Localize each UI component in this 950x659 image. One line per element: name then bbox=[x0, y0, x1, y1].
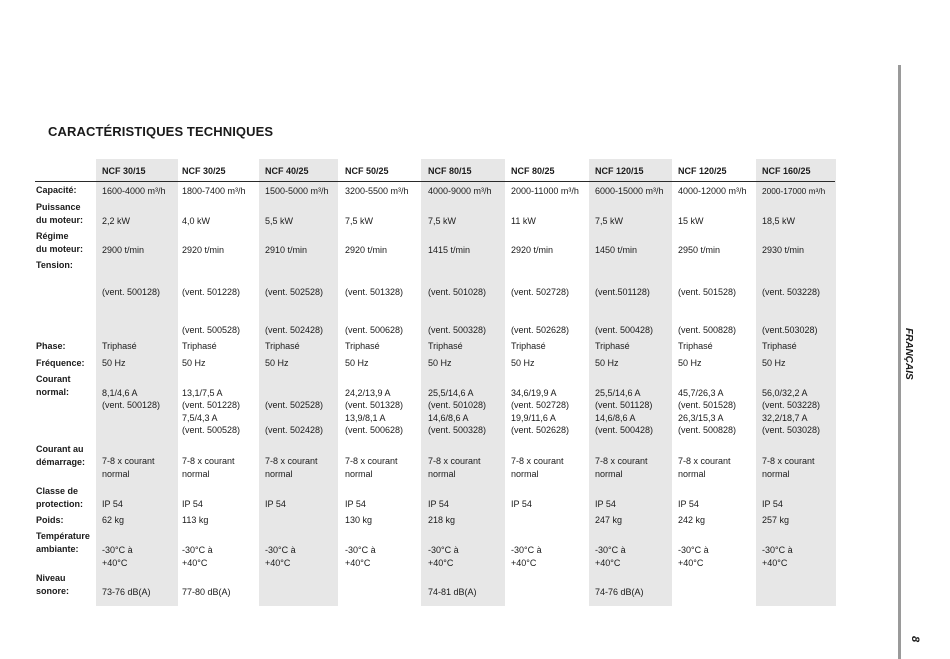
spec-cell: (vent. 503228) bbox=[762, 400, 821, 411]
spec-cell: IP 54 bbox=[762, 499, 783, 509]
spec-cell: 1450 t/min bbox=[595, 245, 638, 255]
spec-cell: +40°C bbox=[762, 558, 788, 568]
spec-cell: +40°C bbox=[345, 558, 371, 568]
spec-cell: 50 Hz bbox=[678, 358, 702, 368]
spec-cell: normal bbox=[102, 469, 130, 479]
column-header: NCF 30/15 bbox=[102, 166, 146, 176]
spec-cell: 26,3/15,3 A bbox=[678, 412, 724, 423]
spec-cell: normal bbox=[678, 469, 706, 479]
spec-cell: IP 54 bbox=[345, 499, 366, 509]
spec-cell: (vent. 502528) bbox=[265, 400, 324, 411]
spec-cell: 25,5/14,6 A bbox=[428, 388, 474, 398]
spec-cell: 77-80 dB(A) bbox=[182, 587, 231, 597]
spec-cell: 2950 t/min bbox=[678, 245, 721, 255]
spec-cell: 50 Hz bbox=[511, 358, 535, 368]
spec-cell: 18,5 kW bbox=[762, 216, 796, 226]
spec-cell: 3200-5500 m³/h bbox=[345, 186, 409, 196]
row-label: Poids: bbox=[36, 515, 64, 525]
spec-cell: 11 kW bbox=[511, 216, 536, 226]
spec-cell: 7,5 kW bbox=[428, 216, 457, 226]
spec-cell: 113 kg bbox=[182, 515, 209, 525]
spec-cell: normal bbox=[762, 469, 790, 479]
spec-cell: 6000-15000 m³/h bbox=[595, 186, 664, 196]
spec-cell: 130 kg bbox=[345, 515, 373, 525]
spec-cell: Triphasé bbox=[511, 341, 546, 351]
spec-cell: 218 kg bbox=[428, 515, 456, 525]
page-number-label: 8 bbox=[909, 636, 921, 643]
spec-cell: 7,5 kW bbox=[345, 216, 374, 226]
spec-cell: (vent. 503028) bbox=[762, 424, 821, 435]
spec-cell: (vent. 501328) bbox=[345, 400, 404, 411]
spec-cell: 15 kW bbox=[678, 216, 704, 226]
spec-cell: 13,1/7,5 A bbox=[182, 388, 223, 398]
spec-cell: (vent. 503228) bbox=[762, 287, 821, 297]
row-label: sonore: bbox=[36, 586, 70, 596]
row-label: Fréquence: bbox=[36, 358, 85, 368]
spec-cell: 1500-5000 m³/h bbox=[265, 186, 329, 196]
column-header: NCF 30/25 bbox=[182, 166, 226, 176]
page-title: CARACTÉRISTIQUES TECHNIQUES bbox=[48, 124, 274, 139]
spec-cell: 247 kg bbox=[595, 515, 623, 525]
row-label: Courant bbox=[36, 374, 71, 384]
spec-cell: (vent. 502428) bbox=[265, 424, 324, 435]
row-label: protection: bbox=[36, 499, 83, 509]
spec-cell: -30°C à bbox=[428, 545, 459, 555]
spec-cell: 56,0/32,2 A bbox=[762, 388, 808, 398]
spec-cell: (vent. 501228) bbox=[182, 287, 241, 297]
spec-cell: IP 54 bbox=[428, 499, 449, 509]
spec-cell: 50 Hz bbox=[762, 358, 786, 368]
spec-cell: (vent. 502728) bbox=[511, 400, 570, 411]
row-label: Classe de bbox=[36, 486, 79, 496]
spec-cell: normal bbox=[345, 469, 373, 479]
spec-cell: 32,2/18,7 A bbox=[762, 412, 808, 423]
spec-cell: (vent. 500128) bbox=[102, 400, 161, 411]
spec-cell: 74-76 dB(A) bbox=[595, 587, 644, 597]
spec-cell: 7-8 x courant bbox=[678, 456, 731, 466]
spec-cell: -30°C à bbox=[595, 545, 626, 555]
spec-cell: 7-8 x courant bbox=[762, 456, 815, 466]
spec-cell: 4000-9000 m³/h bbox=[428, 186, 492, 196]
row-label: Niveau bbox=[36, 573, 66, 583]
row-label: démarrage: bbox=[36, 457, 86, 467]
spec-cell: -30°C à bbox=[762, 545, 793, 555]
spec-cell: +40°C bbox=[511, 558, 537, 568]
spec-cell: 2930 t/min bbox=[762, 245, 805, 255]
spec-cell: +40°C bbox=[428, 558, 454, 568]
spec-cell: Triphasé bbox=[182, 341, 217, 351]
column-header: NCF 160/25 bbox=[762, 166, 811, 176]
spec-cell: (vent. 500328) bbox=[428, 325, 487, 335]
column-header: NCF 120/25 bbox=[678, 166, 727, 176]
spec-cell: -30°C à bbox=[678, 545, 709, 555]
spec-cell: +40°C bbox=[102, 558, 128, 568]
row-label: Courant au bbox=[36, 444, 84, 454]
spec-cell: 50 Hz bbox=[595, 358, 619, 368]
spec-cell: 45,7/26,3 A bbox=[678, 388, 724, 398]
spec-cell: (vent. 502628) bbox=[511, 424, 570, 435]
spec-cell: +40°C bbox=[265, 558, 291, 568]
spec-cell: (vent. 502628) bbox=[511, 325, 570, 335]
spec-cell: normal bbox=[428, 469, 456, 479]
column-header: NCF 80/25 bbox=[511, 166, 555, 176]
spec-cell: (vent. 500428) bbox=[595, 424, 654, 435]
spec-cell: 50 Hz bbox=[102, 358, 126, 368]
row-label: Capacité: bbox=[36, 185, 77, 195]
header-rule bbox=[35, 181, 835, 182]
spec-cell: 2000-11000 m³/h bbox=[511, 186, 579, 196]
spec-cell: 2920 t/min bbox=[511, 245, 554, 255]
spec-cell: (vent. 500128) bbox=[102, 287, 161, 297]
spec-cell: -30°C à bbox=[102, 545, 133, 555]
spec-cell: (vent.503028) bbox=[762, 325, 818, 335]
spec-cell: +40°C bbox=[678, 558, 704, 568]
spec-cell: (vent. 500828) bbox=[678, 424, 737, 435]
spec-cell: 2900 t/min bbox=[102, 245, 145, 255]
spec-cell: (vent. 500628) bbox=[345, 325, 404, 335]
spec-cell: 257 kg bbox=[762, 515, 790, 525]
spec-cell: (vent. 500328) bbox=[428, 424, 487, 435]
spec-cell: (vent. 501028) bbox=[428, 287, 487, 297]
spec-cell: (vent. 502728) bbox=[511, 287, 570, 297]
row-label: normal: bbox=[36, 387, 70, 397]
spec-cell: (vent. 501228) bbox=[182, 400, 241, 411]
spec-cell: 1415 t/min bbox=[428, 245, 471, 255]
spec-cell: (vent. 502528) bbox=[265, 287, 324, 297]
spec-cell: Triphasé bbox=[762, 341, 797, 351]
spec-cell: normal bbox=[265, 469, 293, 479]
spec-cell: normal bbox=[182, 469, 210, 479]
spec-cell: 2,2 kW bbox=[102, 216, 131, 226]
spec-cell: 5,5 kW bbox=[265, 216, 294, 226]
spec-cell: 7-8 x courant bbox=[102, 456, 155, 466]
spec-cell: IP 54 bbox=[102, 499, 123, 509]
spec-cell: 74-81 dB(A) bbox=[428, 587, 477, 597]
spec-cell: 19,9/11,6 A bbox=[511, 412, 556, 423]
spec-cell: IP 54 bbox=[265, 499, 286, 509]
spec-cell: IP 54 bbox=[182, 499, 203, 509]
spec-cell: 4000-12000 m³/h bbox=[678, 186, 747, 196]
spec-cell: +40°C bbox=[182, 558, 208, 568]
spec-cell: (vent. 501528) bbox=[678, 287, 737, 297]
spec-cell: normal bbox=[511, 469, 539, 479]
row-label: ambiante: bbox=[36, 544, 79, 554]
spec-cell: 50 Hz bbox=[265, 358, 289, 368]
spec-cell: (vent. 501528) bbox=[678, 400, 737, 411]
spec-cell: (vent. 500628) bbox=[345, 424, 404, 435]
spec-cell: IP 54 bbox=[595, 499, 616, 509]
row-label: du moteur: bbox=[36, 244, 83, 254]
spec-cell: (vent. 500528) bbox=[182, 424, 241, 435]
row-label: Phase: bbox=[36, 341, 66, 351]
spec-cell: Triphasé bbox=[678, 341, 713, 351]
spec-cell: -30°C à bbox=[182, 545, 213, 555]
spec-cell: 7-8 x courant bbox=[595, 456, 648, 466]
spec-cell: 2920 t/min bbox=[182, 245, 225, 255]
column-header: NCF 120/15 bbox=[595, 166, 644, 176]
spec-cell: 14,6/8,6 A bbox=[428, 412, 469, 423]
spec-cell: 13,9/8,1 A bbox=[345, 412, 386, 423]
spec-cell: 7-8 x courant bbox=[265, 456, 318, 466]
column-header: NCF 80/15 bbox=[428, 166, 472, 176]
spec-cell: Triphasé bbox=[265, 341, 300, 351]
spec-cell: 62 kg bbox=[102, 515, 125, 525]
spec-cell: 2000-17000 m³/h bbox=[762, 186, 826, 196]
spec-cell: (vent. 501028) bbox=[428, 400, 487, 411]
spec-cell: 50 Hz bbox=[345, 358, 369, 368]
spec-cell: 1800-7400 m³/h bbox=[182, 186, 246, 196]
spec-cell: 2920 t/min bbox=[345, 245, 388, 255]
spec-cell: 24,2/13,9 A bbox=[345, 388, 391, 398]
spec-cell: 8,1/4,6 A bbox=[102, 388, 138, 398]
spec-cell: 2910 t/min bbox=[265, 245, 308, 255]
spec-cell: (vent. 500828) bbox=[678, 325, 737, 335]
language-tab bbox=[904, 328, 924, 398]
spec-cell: 1600-4000 m³/h bbox=[102, 186, 166, 196]
spec-cell: (vent. 501328) bbox=[345, 287, 404, 297]
spec-cell: -30°C à bbox=[511, 545, 542, 555]
spec-cell: 14,6/8,6 A bbox=[595, 412, 636, 423]
spec-cell: (vent. 502428) bbox=[265, 325, 324, 335]
spec-cell: 7-8 x courant bbox=[428, 456, 481, 466]
spec-cell: IP 54 bbox=[511, 499, 532, 509]
language-label: FRANÇAIS bbox=[903, 328, 914, 380]
spec-cell: 25,5/14,6 A bbox=[595, 388, 641, 398]
spec-cell: 34,6/19,9 A bbox=[511, 388, 557, 398]
spec-cell: 7-8 x courant bbox=[182, 456, 235, 466]
row-label: Régime bbox=[36, 231, 69, 241]
spec-cell: Triphasé bbox=[102, 341, 137, 351]
spec-cell: Triphasé bbox=[428, 341, 463, 351]
spec-cell: 7-8 x courant bbox=[511, 456, 564, 466]
row-label: Puissance bbox=[36, 202, 81, 212]
spec-cell: +40°C bbox=[595, 558, 621, 568]
column-header: NCF 40/25 bbox=[265, 166, 309, 176]
row-label: Tension: bbox=[36, 260, 73, 270]
row-label: du moteur: bbox=[36, 215, 83, 225]
spec-cell: Triphasé bbox=[595, 341, 630, 351]
column-header: NCF 50/25 bbox=[345, 166, 389, 176]
spec-cell: (vent. 500528) bbox=[182, 325, 241, 335]
spec-cell: -30°C à bbox=[265, 545, 296, 555]
spec-cell: (vent. 500428) bbox=[595, 325, 654, 335]
spec-cell: 73-76 dB(A) bbox=[102, 587, 151, 597]
spec-cell: Triphasé bbox=[345, 341, 380, 351]
spec-cell: IP 54 bbox=[678, 499, 699, 509]
page-number bbox=[908, 636, 924, 650]
page-edge-bar bbox=[898, 65, 901, 659]
spec-cell: 7-8 x courant bbox=[345, 456, 398, 466]
row-label: Température bbox=[36, 531, 90, 541]
spec-cell: 50 Hz bbox=[182, 358, 206, 368]
spec-cell: (vent. 501128) bbox=[595, 400, 653, 411]
spec-cell: normal bbox=[595, 469, 623, 479]
spec-cell: 4,0 kW bbox=[182, 216, 211, 226]
spec-cell: 50 Hz bbox=[428, 358, 452, 368]
spec-cell: 7,5 kW bbox=[595, 216, 624, 226]
spec-cell: (vent.501128) bbox=[595, 287, 650, 297]
spec-cell: -30°C à bbox=[345, 545, 376, 555]
spec-cell: 242 kg bbox=[678, 515, 706, 525]
spec-cell: 7,5/4,3 A bbox=[182, 412, 218, 423]
